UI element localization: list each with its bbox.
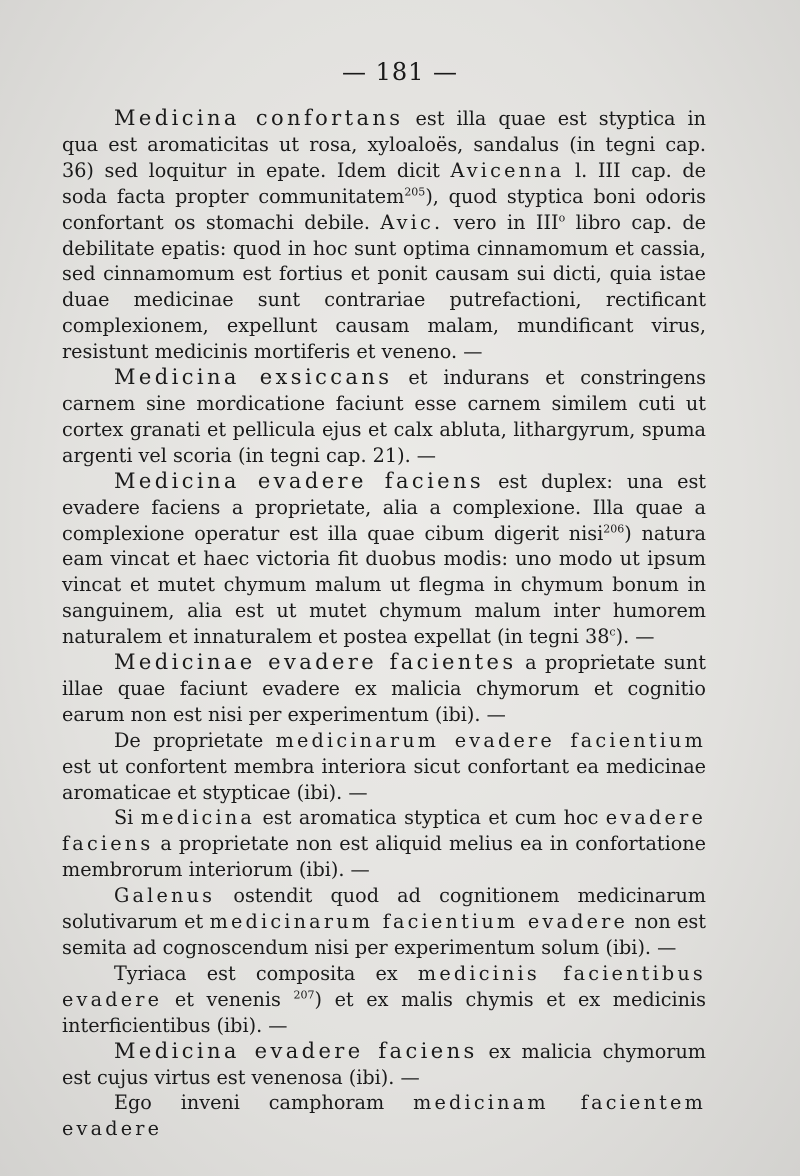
text-run: non est semita ad cognoscendum nisi per experimentum solum (ibi). —: [62, 910, 706, 959]
text-run: De proprietate: [114, 728, 276, 752]
text-run: Tyriaca est composita ex: [114, 961, 418, 985]
spaced-term: Avicenna: [450, 158, 565, 182]
text-run: est ut confortent membra interiora sicut confortant ea medicinae aromaticae et stypticae (ibi). —: [62, 754, 706, 804]
spaced-term: medicinarum evadere facientium: [275, 728, 707, 752]
spaced-term: Medicina evadere faciens: [114, 468, 485, 493]
paragraph-p7: [62, 883, 706, 961]
text-run: l. III cap. de soda facta propter communitatem: [62, 158, 706, 208]
text-run: libro cap. de debilitate epatis: quod in hoc sunt optima cinnamomum et cassia, sed cinnamomum est fortius et ponit causam sui dicti, quia istae duae medicinae sunt contrariae putrefactioni, rectificant complexionem, expellunt causam malam, mundificant virus, resistunt medicinis mortiferis et veneno. —: [62, 210, 706, 364]
text-run: ), quod styptica boni odoris confortant os stomachi debile.: [62, 184, 706, 234]
text-run: ostendit quod ad cognitionem medicinarum solutivarum et: [62, 884, 706, 934]
spaced-term: medicina: [140, 806, 256, 830]
text-run: vero in III: [443, 210, 559, 234]
spaced-term: Galenus: [114, 884, 216, 908]
text-run: ). —: [615, 625, 655, 649]
spaced-term: medicinarum facientium evadere: [209, 910, 629, 934]
text-run: et venenis: [162, 987, 294, 1011]
footnote-ref: 206: [603, 522, 625, 536]
spaced-term: medicinis facientibus evadere: [62, 961, 706, 1011]
spaced-term: Medicina confortans: [114, 106, 404, 130]
body-text: [62, 106, 706, 1142]
paragraph-p6: [62, 805, 706, 883]
spaced-term: medicinam facientem evadere: [62, 1091, 707, 1141]
paragraph-p8: [62, 961, 706, 1039]
text-run: a proprietate sunt illae quae faciunt evadere ex malicia chymorum et cognitio earum non est nisi per experimentum (ibi). —: [62, 651, 706, 726]
spaced-term: Medicinae evadere facientes: [114, 650, 517, 675]
text-run: ) et ex malis chymis et ex medicinis interficientibus (ibi). —: [62, 987, 706, 1037]
text-run: Si: [114, 806, 141, 830]
paragraph-p10: [62, 1090, 706, 1142]
text-run: ) natura eam vincat et haec victoria fit duobus modis: uno modo ut ipsum vincat et mutet chymum malum ut flegma in chymum bonum in sanguinem, alia est ut mutet chymum malum inter humorem naturalem et innaturalem et postea expellat (in tegni 38: [62, 521, 706, 649]
paragraph-p2: [62, 365, 706, 469]
spaced-term: evadere faciens: [62, 806, 706, 856]
spaced-term: Avic.: [380, 210, 444, 234]
paragraph-p5: [62, 728, 706, 806]
spaced-term: Medicina exsiccans: [114, 365, 393, 390]
text-run: est illa quae est styptica in qua est aromaticitas ut rosa, xyloaloës, sandalus (in tegni cap. 36) sed loquitur in epate. Idem dicit: [62, 107, 706, 182]
text-run: a proprietate non est aliquid melius ea in confortatione membrorum interiorum (ibi). —: [62, 832, 706, 882]
text-run: Ego inveni camphoram: [114, 1091, 414, 1115]
paragraph-p3: [62, 469, 706, 650]
text-run: est aromatica styptica et cum hoc: [255, 806, 606, 830]
footnote-ref: o: [558, 211, 566, 225]
paragraph-p1: [62, 106, 706, 365]
spaced-term: Medicina evadere faciens: [114, 1038, 478, 1063]
footnote-ref: 207: [293, 988, 315, 1002]
paragraph-p4: [62, 650, 706, 728]
text-run: est duplex: una est evadere faciens a proprietate, alia a complexione. Illa quae a complexione operatur est illa quae cibum digerit nisi: [62, 469, 707, 545]
paragraph-p9: [62, 1039, 706, 1091]
footnote-ref: 205: [404, 185, 426, 199]
text-run: et indurans et constringens carnem sine mordicatione faciunt esse carnem similem cuti ut cortex granati et pellicula ejus et calx abluta, lithargyrum, spuma argenti vel scoria (in tegni cap. 21). —: [62, 366, 706, 467]
page-number-header: — 181 —: [341, 58, 459, 86]
text-run: ex malicia chymorum est cujus virtus est venenosa (ibi). —: [62, 1039, 706, 1089]
footnote-ref: c: [609, 625, 616, 639]
